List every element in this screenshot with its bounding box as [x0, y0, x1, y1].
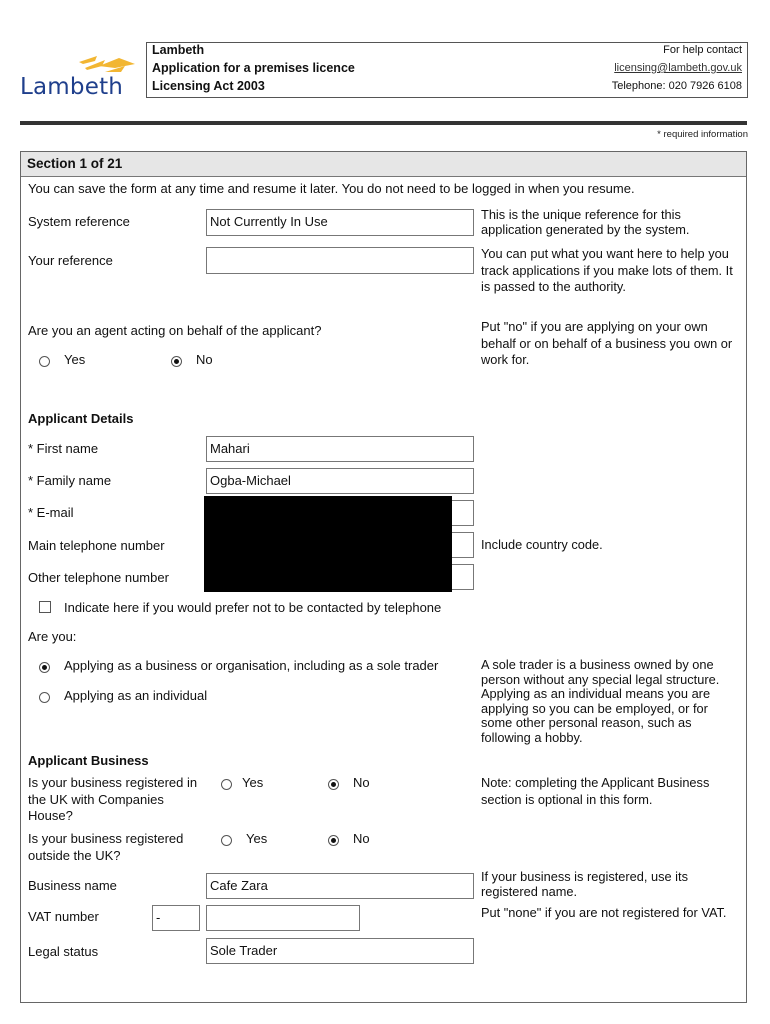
- system-reference-label: System reference: [28, 214, 130, 229]
- business-name-help: If your business is registered, use its registered name.: [481, 869, 688, 899]
- header-title: [152, 41, 355, 95]
- section-title: Section 1 of 21: [27, 156, 123, 171]
- legal-status-field[interactable]: Sole Trader: [206, 938, 474, 964]
- required-note: * required information: [657, 129, 748, 140]
- outside-uk-no-radio[interactable]: [328, 835, 339, 846]
- uk-registered-no-label: No: [353, 775, 370, 790]
- are-you-help: A sole trader is a business owned by one person without any special legal structure. Applying as an individual means you are applying so you can be employed, or for some other personal reason, such as following a hobby.: [481, 657, 720, 745]
- business-radio[interactable]: [39, 662, 50, 673]
- uk-registered-label: Is your business registered in the UK with Companies House?: [28, 775, 198, 823]
- agent-yes-radio[interactable]: [39, 356, 50, 367]
- header-title-line1: Lambeth: [152, 43, 205, 57]
- your-reference-field[interactable]: [206, 247, 474, 274]
- agent-no-label: No: [196, 352, 213, 367]
- outside-uk-yes-radio[interactable]: [221, 835, 232, 846]
- applicant-details-heading: Applicant Details: [28, 411, 134, 426]
- no-phone-contact-label: Indicate here if you would prefer not to be contacted by telephone: [64, 600, 442, 615]
- help-phone: Telephone: 020 7926 6108: [611, 80, 742, 92]
- vat-prefix-field[interactable]: -: [152, 905, 200, 931]
- business-name-field[interactable]: Cafe Zara: [206, 873, 474, 899]
- family-name-field[interactable]: Ogba-Michael: [206, 468, 474, 494]
- main-phone-label: Main telephone number: [28, 538, 165, 553]
- header-title-line3: Licensing Act 2003: [152, 79, 265, 93]
- agent-question-label: Are you an agent acting on behalf of the applicant?: [28, 323, 322, 338]
- help-contact: [612, 41, 742, 95]
- section-intro: You can save the form at any time and resume it later. You do not need to be logged in when you resume.: [28, 181, 635, 196]
- system-reference-field[interactable]: Not Currently In Use: [206, 209, 474, 236]
- individual-option-label: Applying as an individual: [64, 688, 208, 703]
- logo-text: Lambeth: [20, 74, 124, 100]
- lambeth-logo: [20, 50, 138, 100]
- business-option-label: Applying as a business or organisation, including as a sole trader: [64, 658, 439, 673]
- help-email-link[interactable]: licensing@lambeth.gov.uk: [614, 62, 742, 74]
- outside-uk-label: Is your business registered outside the UK?: [28, 831, 184, 863]
- header-title-line2: Application for a premises licence: [152, 61, 355, 75]
- individual-radio[interactable]: [39, 692, 50, 703]
- business-name-label: Business name: [28, 878, 117, 893]
- vat-number-field[interactable]: [206, 905, 360, 931]
- uk-registered-yes-radio[interactable]: [221, 779, 232, 790]
- agent-yes-label: Yes: [64, 352, 86, 367]
- business-section-note: Note: completing the Applicant Business section is optional in this form.: [481, 775, 710, 807]
- uk-registered-no-radio[interactable]: [328, 779, 339, 790]
- agent-no-radio[interactable]: [171, 356, 182, 367]
- legal-status-label: Legal status: [28, 944, 99, 959]
- redaction-block: [204, 496, 452, 592]
- section-title-bar: [21, 152, 746, 177]
- your-reference-help: You can put what you want here to help you track applications if you make lots of them. It is passed to the authority.: [481, 246, 733, 294]
- help-contact-label: For help contact: [663, 44, 742, 56]
- uk-registered-yes-label: Yes: [242, 775, 264, 790]
- outside-uk-no-label: No: [353, 831, 370, 846]
- applicant-business-heading: Applicant Business: [28, 753, 149, 768]
- vat-label: VAT number: [28, 909, 99, 924]
- no-phone-contact-checkbox[interactable]: [39, 601, 51, 613]
- system-reference-help: This is the unique reference for this application generated by the system.: [481, 207, 690, 237]
- email-label: * E-mail: [28, 505, 74, 520]
- main-phone-help: Include country code.: [481, 537, 603, 552]
- outside-uk-yes-label: Yes: [246, 831, 268, 846]
- first-name-field[interactable]: Mahari: [206, 436, 474, 462]
- vat-help: Put "none" if you are not registered for VAT.: [481, 905, 727, 920]
- agent-question-help: Put "no" if you are applying on your own behalf or on behalf of a business you own or work for.: [481, 319, 733, 367]
- family-name-label: * Family name: [28, 473, 112, 488]
- first-name-label: * First name: [28, 441, 99, 456]
- your-reference-label: Your reference: [28, 253, 113, 268]
- header-rule: [20, 121, 747, 125]
- are-you-label: Are you:: [28, 629, 77, 644]
- other-phone-label: Other telephone number: [28, 570, 169, 585]
